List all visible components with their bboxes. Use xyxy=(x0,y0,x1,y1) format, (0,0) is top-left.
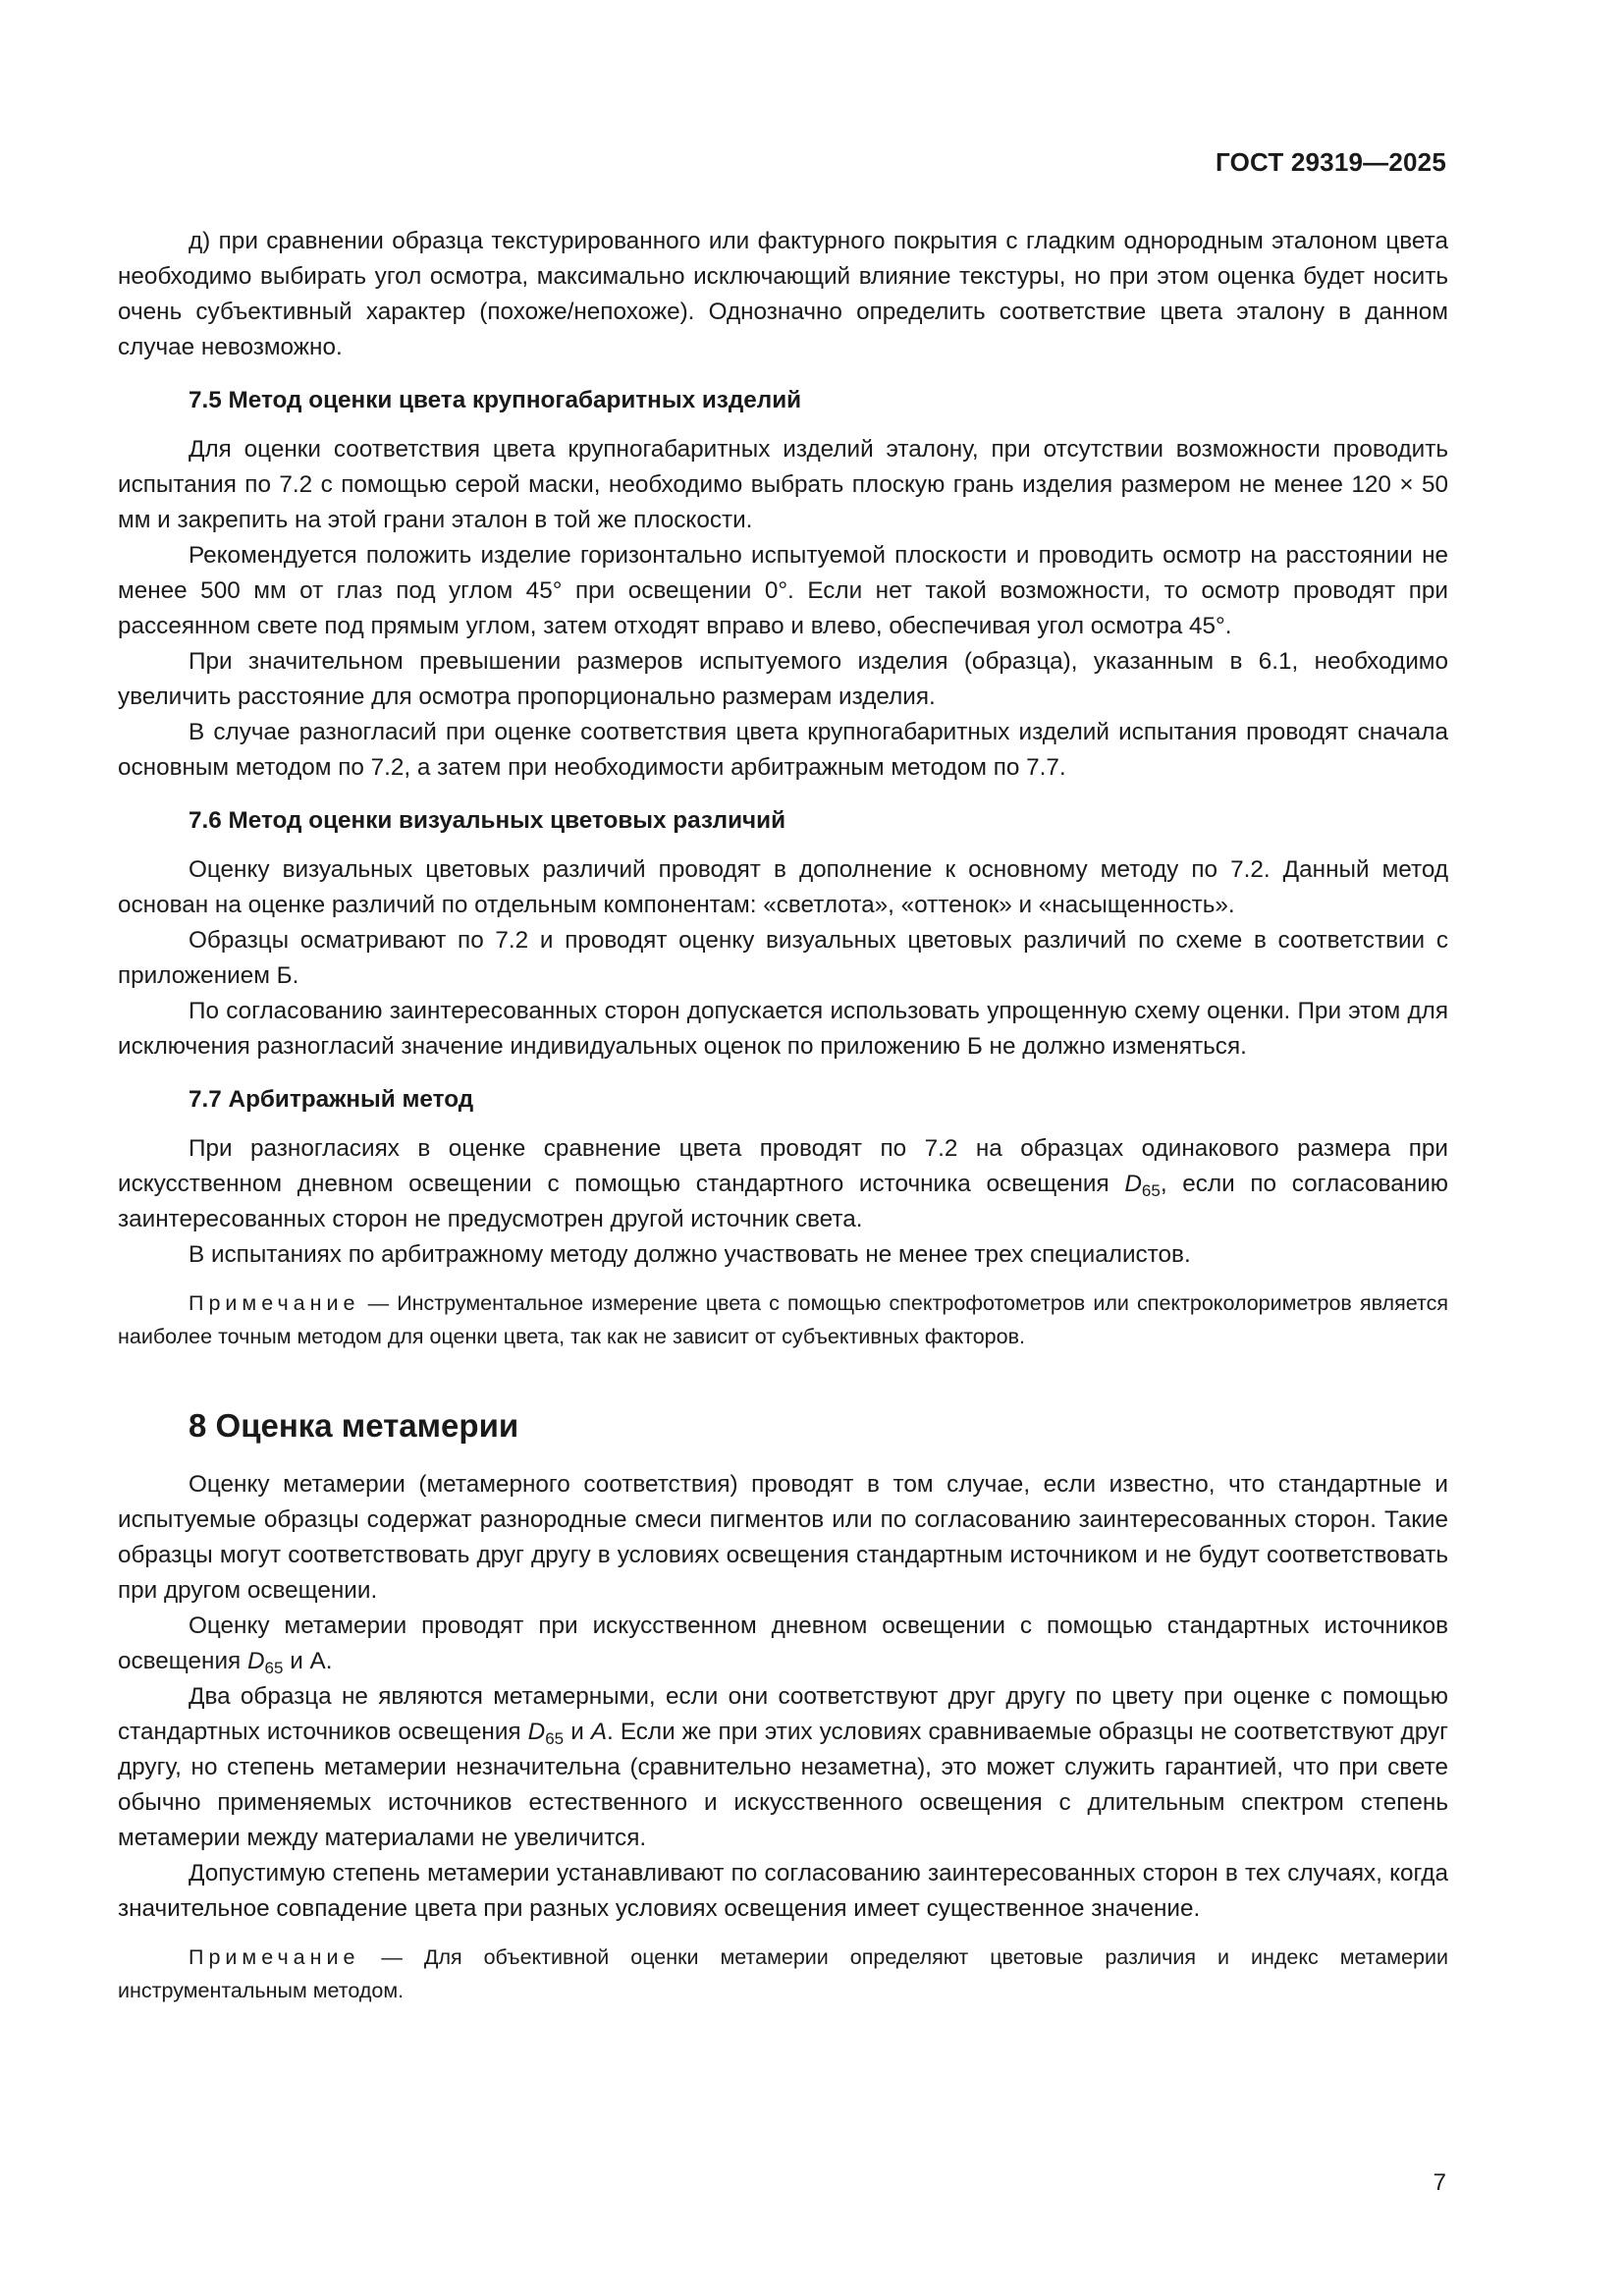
text-segment: Два образца не являются метамерными, если они соответствуют друг другу по цвету при оценке с помощью стандартных источников освещения xyxy=(118,1683,1448,1745)
section-7-7-note xyxy=(118,1286,1448,1353)
note-text: — Для объективной оценки метамерии определяют цветовые различия и индекс метамерии инструментальным методом. xyxy=(118,1945,1448,2002)
chapter-8-paragraph-1: Оценку метамерии (метамерного соответствия) проводят в том случае, если известно, что стандартные и испытуемые образцы содержат разнородные смеси пигментов или по согласованию заинтересованных сторон. Такие образцы могут соответствовать друг другу в условиях освещения стандартным источником и не будут соответствовать при другом освещении. xyxy=(118,1471,1448,1604)
chapter-8-paragraph-4: Допустимую степень метамерии устанавливают по согласованию заинтересованных сторон в тех случаях, когда значительное совпадение цвета при разных условиях освещения имеет существенное значение. xyxy=(118,1860,1448,1922)
illuminant-symbol-a: А xyxy=(590,1719,608,1745)
chapter-8-paragraph-3 xyxy=(118,1679,1448,1856)
section-7-5-paragraph-4: В случае разногласий при оценке соответствия цвета крупногабаритных изделий испытания проводят сначала основным методом по 7.2, а затем при необходимости арбитражным методом по 7.7. xyxy=(118,719,1448,781)
chapter-8-note xyxy=(118,1941,1448,2007)
section-7-5-paragraph-3: При значительном превышении размеров испытуемого изделия (образца), указанным в 6.1, необходимо увеличить расстояние для осмотра пропорционально размерам изделия. xyxy=(118,648,1448,710)
chapter-8-heading: 8 Оценка метамерии xyxy=(189,1407,519,1444)
page-number: 7 xyxy=(1433,2169,1446,2196)
note-label: Примечание xyxy=(189,1291,360,1315)
section-7-6-paragraph-1: Оценку визуальных цветовых различий проводят в дополнение к основному методу по 7.2. Данный метод основан на оценке различий по отдельным компонентам: «светлота», «оттенок» и «насыщенность». xyxy=(118,856,1448,918)
page-content xyxy=(118,224,1448,2007)
section-7-6-paragraph-3: По согласованию заинтересованных сторон допускается использовать упрощенную схему оценки. При этом для исключения разногласий значение индивидуальных оценок по приложению Б не должно изменяться. xyxy=(118,998,1448,1060)
note-label: Примечание xyxy=(189,1945,360,1969)
text-segment: Оценку метамерии проводят при искусственном дневном освещении с помощью стандартных источников освещения xyxy=(118,1613,1448,1674)
section-7-7-heading: 7.7 Арбитражный метод xyxy=(189,1086,474,1113)
section-7-5-paragraph-1: Для оценки соответствия цвета крупногабаритных изделий эталону, при отсутствии возможности проводить испытания по 7.2 с помощью серой маски, необходимо выбрать плоскую грань изделия размером не менее 120 × 50 мм и закрепить на этой грани эталон в той же плоскости. xyxy=(118,436,1448,533)
text-segment: и А. xyxy=(290,1648,333,1674)
illuminant-subscript: 65 xyxy=(1141,1181,1161,1200)
illuminant-symbol: D xyxy=(1124,1171,1142,1197)
section-7-5-heading: 7.5 Метод оценки цвета крупногабаритных изделий xyxy=(189,387,802,413)
section-7-6-paragraph-2: Образцы осматривают по 7.2 и проводят оценку визуальных цветовых различий по схеме в соответствии с приложением Б. xyxy=(118,927,1448,989)
illuminant-subscript: 65 xyxy=(545,1729,565,1748)
section-7-5-paragraph-2: Рекомендуется положить изделие горизонтально испытуемой плоскости и проводить осмотр на расстоянии не менее 500 мм от глаз под углом 45° при освещении 0°. Если нет такой возможности, то осмотр проводят при рассеянном свете под прямым углом, затем отходят вправо и влево, обеспечивая угол осмотра 45°. xyxy=(118,542,1448,639)
illuminant-symbol: D xyxy=(246,1648,265,1674)
illuminant-symbol: D xyxy=(527,1719,546,1745)
note-text: — Инструментальное измерение цвета с помощью спектрофотометров или спектроколориметров является наиболее точным методом для оценки цвета, так как не зависит от субъективных факторов. xyxy=(118,1291,1448,1348)
text-segment: . Если же при этих условиях сравниваемые образцы не соответствуют друг другу, но степень метамерии незначительна (сравнительно незаметна), это может служить гарантией, что при свете обычно применяемых источников естественного и искусственного освещения с длительным спектром степень метамерии между материалами не увеличится. xyxy=(118,1719,1448,1851)
text-segment: , если по согласованию заинтересованных сторон не предусмотрен другой источник света. xyxy=(118,1171,1448,1232)
section-7-7-paragraph-2: В испытаниях по арбитражному методу должно участвовать не менее трех специалистов. xyxy=(189,1241,1191,1268)
section-7-7-paragraph-1 xyxy=(118,1131,1448,1237)
illuminant-subscript: 65 xyxy=(264,1659,284,1677)
chapter-8-paragraph-2 xyxy=(118,1609,1448,1679)
text-segment: При разногласиях в оценке сравнение цвета проводят по 7.2 на образцах одинакового размера при искусственном дневном освещении с помощью стандартного источника освещения xyxy=(118,1135,1448,1197)
text-segment: и xyxy=(570,1719,584,1745)
section-7-6-heading: 7.6 Метод оценки визуальных цветовых различий xyxy=(189,807,786,834)
paragraph-item-d: д) при сравнении образца текстурированного или фактурного покрытия с гладким однородным эталоном цвета необходимо выбирать угол осмотра, максимально исключающий влияние текстуры, но при этом оценка будет носить очень субъективный характер (похоже/непохоже). Однозначно определить соответствие цвета эталону в данном случае невозможно. xyxy=(118,228,1448,360)
document-code-header: ГОСТ 29319—2025 xyxy=(1216,147,1446,177)
